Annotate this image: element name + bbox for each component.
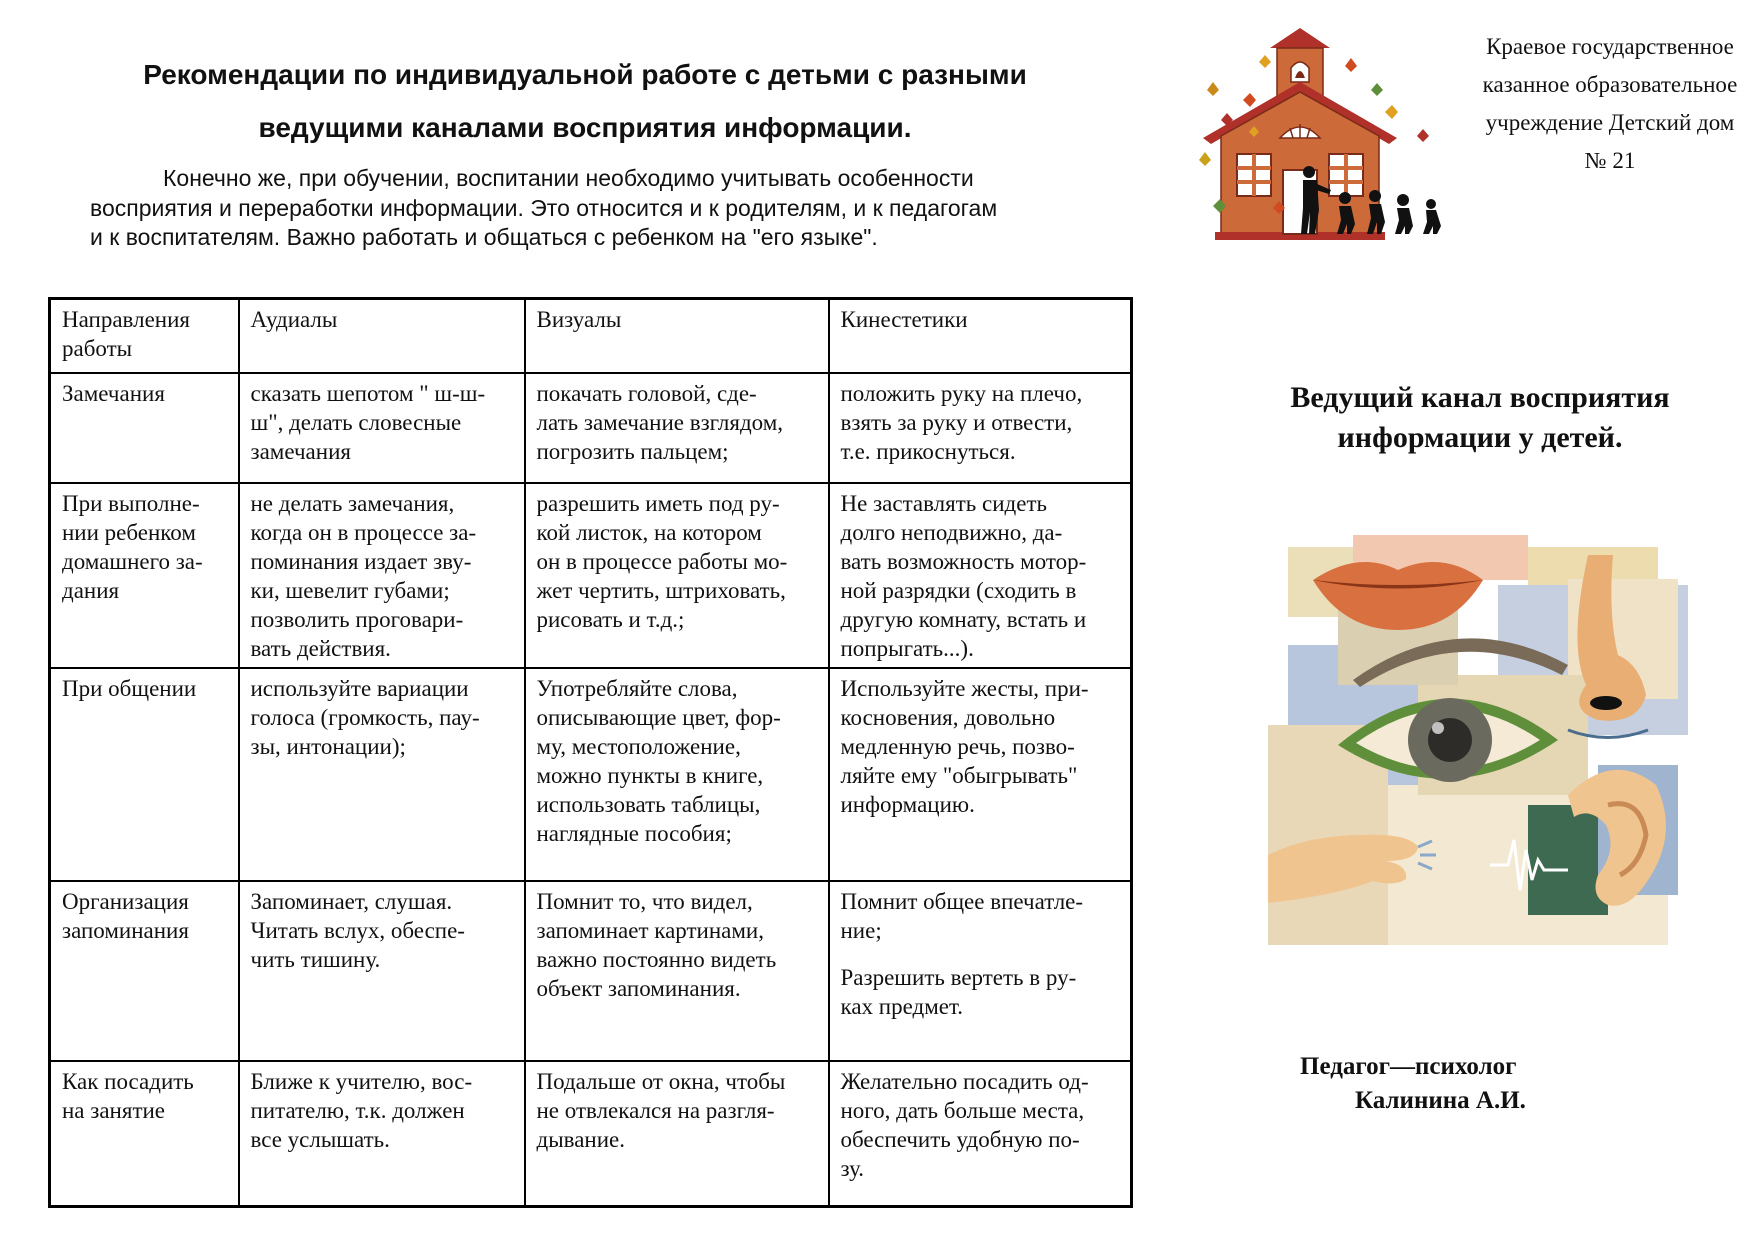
organization-name: [1460, 28, 1754, 180]
cell-line: используйте вариации: [250, 675, 469, 701]
organization-line: Краевое государственное: [1486, 34, 1734, 59]
cell-line: позволить проговари-: [250, 606, 464, 632]
table-cell-visual: [525, 373, 829, 483]
cell-line: При общении: [62, 675, 197, 701]
cell-line: поминания издает зву-: [250, 548, 472, 574]
cell-line: домашнего за-: [62, 548, 203, 574]
cell-line: положить руку на плечо,: [840, 380, 1083, 406]
cell-line: информацию.: [840, 791, 975, 817]
table-cell-kinesthetic: [829, 881, 1132, 1061]
table-row: [50, 483, 1132, 668]
cell-line: Ближе к учителю, вос-: [250, 1068, 473, 1094]
header-cell-direction: [50, 299, 239, 373]
intro-line: восприятия и переработки информации. Это относится и к родителям, и к педагогам: [90, 194, 998, 221]
cell-line: Разрешить вертеть в ру-: [840, 964, 1077, 990]
cell-line: долго неподвижно, да-: [840, 519, 1063, 545]
cell-line: Направления: [62, 307, 190, 332]
header-cell-visual: [525, 299, 829, 373]
cell-line: работы: [62, 336, 133, 361]
cell-line: ках предмет.: [840, 993, 964, 1019]
cell-line: описывающие цвет, фор-: [536, 704, 781, 730]
table-cell-audial: [239, 1061, 525, 1207]
cell-line: голоса (громкость, пау-: [250, 704, 480, 730]
cell-line: погрозить пальцем;: [536, 438, 729, 464]
cell-line: лать замечание взглядом,: [536, 409, 784, 435]
intro-line: и к воспитателям. Важно работать и общаться с ребенком на "его языке".: [90, 224, 878, 250]
cell-line: Организация: [62, 888, 189, 914]
table-cell-audial: [239, 373, 525, 483]
author-signature: [1300, 1050, 1526, 1118]
cell-line: Помнит общее впечатле-: [840, 888, 1084, 914]
cell-line: покачать головой, сде-: [536, 380, 757, 406]
table-cell-audial: [239, 483, 525, 668]
cell-line: можно пункты в книге,: [536, 762, 764, 788]
cell-line: все услышать.: [250, 1126, 390, 1152]
organization-line: учреждение Детский дом: [1485, 110, 1735, 135]
cell-line: объект запоминания.: [536, 975, 741, 1001]
cell-line: взять за руку и отвести,: [840, 409, 1073, 435]
organization-line: № 21: [1584, 148, 1636, 173]
table-cell-kinesthetic: [829, 668, 1132, 881]
table-cell-direction: [50, 373, 239, 483]
cell-line: медленную речь, позво-: [840, 733, 1075, 759]
cell-line: ного, дать больше места,: [840, 1097, 1085, 1123]
cell-line: он в процессе работы мо-: [536, 548, 788, 574]
cell-line: запоминания: [62, 917, 189, 943]
page-title: [60, 48, 1110, 154]
cell-line: Как посадить: [62, 1068, 194, 1094]
cell-line: Кинестетики: [840, 307, 968, 332]
table-cell-direction: [50, 881, 239, 1061]
table-cell-audial: [239, 668, 525, 881]
cell-line: использовать таблицы,: [536, 791, 761, 817]
cell-line: зу.: [840, 1155, 865, 1181]
cell-line: разрешить иметь под ру-: [536, 490, 780, 516]
table-row: [50, 668, 1132, 881]
cell-line: Употребляйте слова,: [536, 675, 738, 701]
cell-line: замечания: [250, 438, 351, 464]
table-cell-kinesthetic: [829, 1061, 1132, 1207]
organization-line: казанное образовательное: [1482, 72, 1738, 97]
cell-line: кой листок, на котором: [536, 519, 762, 545]
cell-line: когда он в процессе за-: [250, 519, 477, 545]
cell-line: ки, шевелит губами;: [250, 577, 450, 603]
table-cell-direction: [50, 668, 239, 881]
table-cell-direction: [50, 483, 239, 668]
cell-line: Используйте жесты, при-: [840, 675, 1089, 701]
cell-line: Не заставлять сидеть: [840, 490, 1047, 516]
cell-line: другую комнату, встать и: [840, 606, 1087, 632]
table-cell-visual: [525, 1061, 829, 1207]
cell-line: ляйте ему "обыгрывать": [840, 762, 1078, 788]
table-cell-visual: [525, 483, 829, 668]
cell-line: При выполне-: [62, 490, 200, 516]
cell-line: попрыгать...).: [840, 635, 974, 661]
cell-line: рисовать и т.д.;: [536, 606, 685, 632]
cell-line: Запоминает, слушая.: [250, 888, 453, 914]
cell-line: Подальше от окна, чтобы: [536, 1068, 786, 1094]
table-row: [50, 373, 1132, 483]
cell-line: зы, интонации);: [250, 733, 406, 759]
cell-line: дания: [62, 577, 120, 603]
table-cell-kinesthetic: [829, 483, 1132, 668]
subtitle-line: Ведущий канал восприятия: [1290, 381, 1670, 414]
cell-line: не делать замечания,: [250, 490, 455, 516]
page-title-line-1: Рекомендации по индивидуальной работе с детьми с разными: [143, 59, 1027, 90]
senses-collage-icon: [1268, 535, 1718, 965]
table-row: [50, 1061, 1132, 1207]
cell-line: нии ребенком: [62, 519, 196, 545]
cell-line: ной разрядки (сходить в: [840, 577, 1077, 603]
subtitle-line: информации у детей.: [1337, 421, 1623, 454]
page-title-line-2: ведущими каналами восприятия информации.: [258, 112, 912, 143]
recommendations-table: [48, 297, 1133, 1208]
table-cell-kinesthetic: [829, 373, 1132, 483]
cell-line: сказать шепотом " ш-ш-: [250, 380, 486, 406]
cell-line: косновения, довольно: [840, 704, 1056, 730]
cell-line: жет чертить, штриховать,: [536, 577, 786, 603]
cell-line: Замечания: [62, 380, 165, 406]
cell-line: му, местоположение,: [536, 733, 741, 759]
cell-line: Аудиалы: [250, 307, 338, 332]
cell-line: Желательно посадить од-: [840, 1068, 1089, 1094]
intro-line: Конечно же, при обучении, воспитании необходимо учитывать особенности: [163, 165, 974, 191]
cell-line: т.е. прикоснуться.: [840, 438, 1016, 464]
header-cell-audial: [239, 299, 525, 373]
cell-spacer: [841, 945, 1121, 963]
cell-line: наглядные пособия;: [536, 820, 732, 846]
cell-line: Помнит то, что видел,: [536, 888, 753, 914]
cell-line: вать возможность мотор-: [840, 548, 1087, 574]
cell-line: ние;: [840, 917, 882, 943]
table-cell-audial: [239, 881, 525, 1061]
table-cell-direction: [50, 1061, 239, 1207]
cell-line: на занятие: [62, 1097, 166, 1123]
cell-line: чить тишину.: [250, 946, 381, 972]
section-subtitle: [1250, 378, 1710, 458]
header-cell-kinesthetic: [829, 299, 1132, 373]
cell-line: Читать вслух, обеспе-: [250, 917, 465, 943]
cell-line: важно постоянно видеть: [536, 946, 777, 972]
table-row: [50, 881, 1132, 1061]
cell-line: запоминает картинами,: [536, 917, 764, 943]
table-header-row: [50, 299, 1132, 373]
author-role: Педагог—психолог: [1300, 1053, 1517, 1080]
table-cell-visual: [525, 881, 829, 1061]
intro-paragraph: [90, 164, 1100, 253]
cell-line: ш", делать словесные: [250, 409, 462, 435]
cell-line: обеспечить удобную по-: [840, 1126, 1080, 1152]
table-cell-visual: [525, 668, 829, 881]
cell-line: питателю, т.к. должен: [250, 1097, 465, 1123]
cell-line: вать действия.: [250, 635, 391, 661]
author-name: Калинина А.И.: [1355, 1087, 1526, 1114]
cell-line: Визуалы: [536, 307, 622, 332]
school-house-logo-icon: [1185, 20, 1465, 250]
cell-line: дывание.: [536, 1126, 625, 1152]
cell-line: не отвлекался на разгля-: [536, 1097, 775, 1123]
